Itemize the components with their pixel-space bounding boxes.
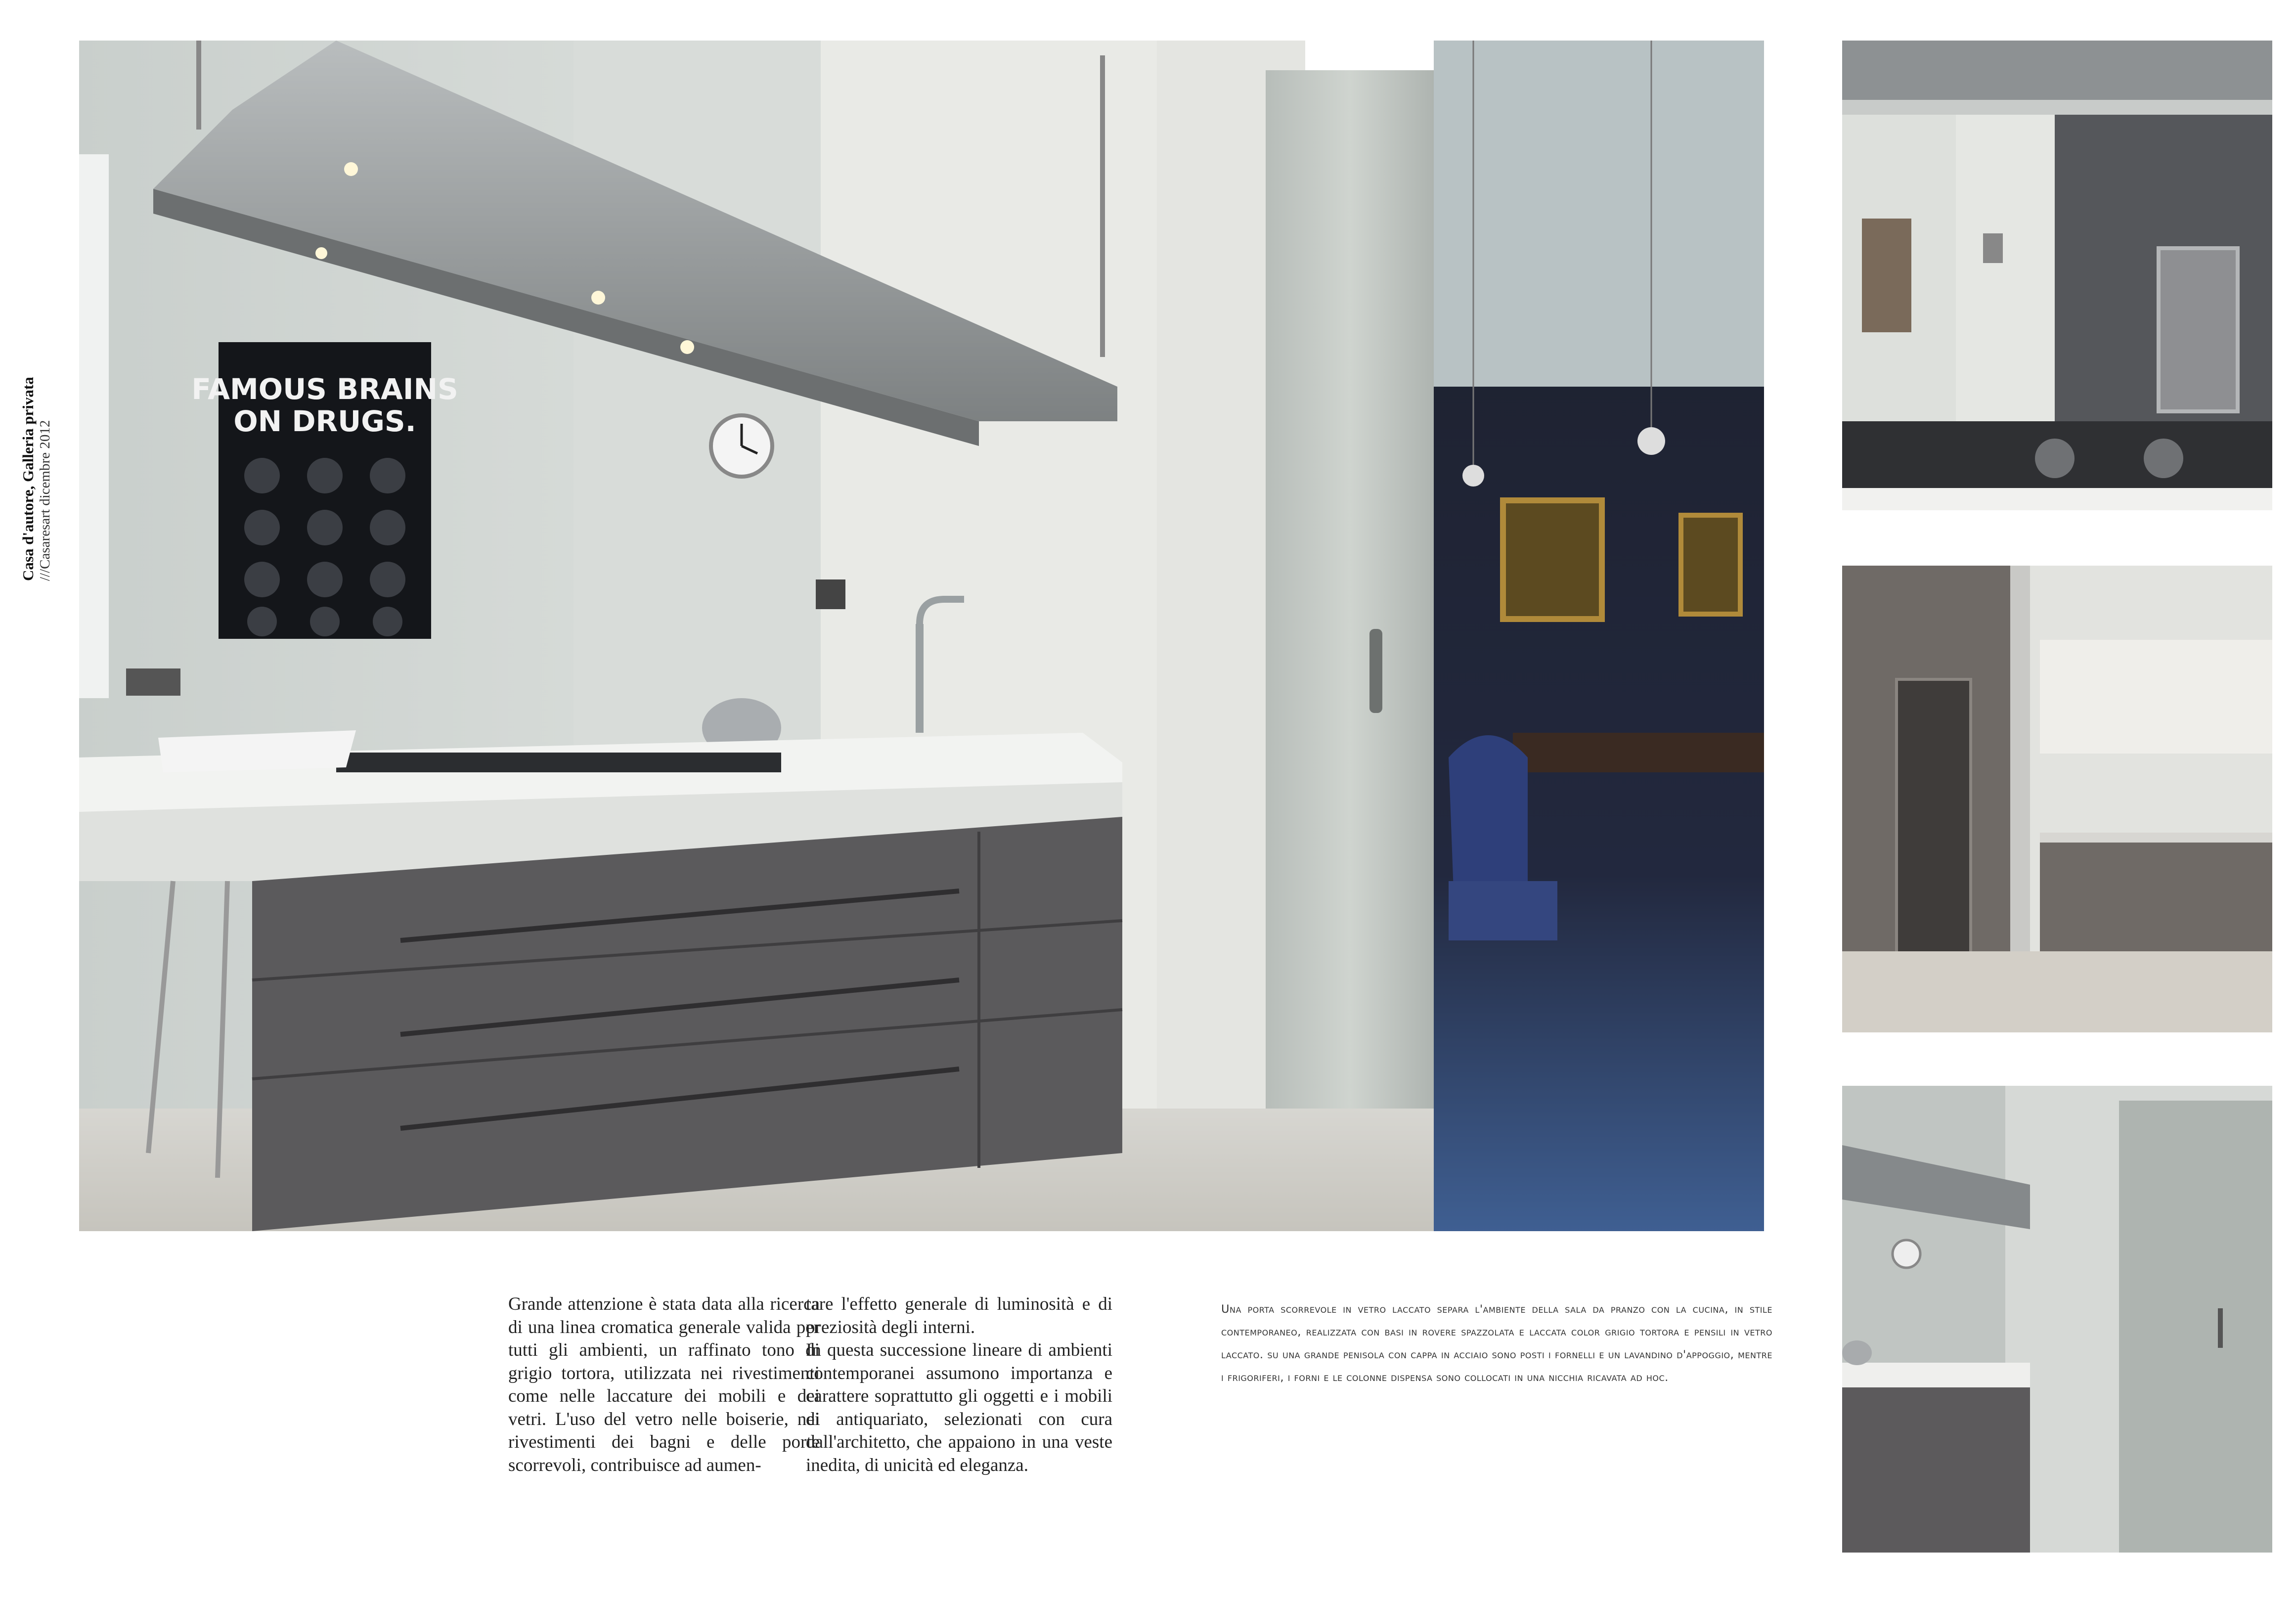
poster-line-1: FAMOUS BRAINS <box>191 372 458 406</box>
kitchen-detail-photo-2 <box>1842 566 2272 1032</box>
paragraph-middle-2: In questa successione lineare di ambienti contemporanei assumono importanza e carattere soprattutto gli oggetti e i mobili di antiquariato, selezionati con cura dall'architetto, che appaiono in una veste inedita, di unicità ed eleganza. <box>806 1340 1112 1475</box>
article-column-middle <box>806 1293 1112 1477</box>
caption-title: Casa d'autore, Galleria privata <box>19 377 37 581</box>
photo-caption-text: Una porta scorrevole in vetro laccato separa l'ambiente della sala da pranzo con la cucina, in stile contemporaneo, realizzata con basi in rovere spazzolata e laccata color grigio tortora e pensili in vetro laccato. su una grande penisola con cappa in acciaio sono posti i fornelli e un lavandino d'appoggio, mentre i frigoriferi, i forni e le colonne dispensa sono collocati in una nicchia ricavata ad hoc. <box>1221 1303 1772 1384</box>
paragraph-left: Grande attenzione è stata data alla ricerca di una linea cromatica generale valida per tutti gli ambienti, un raffinato tono di grigio tortora, utilizzata nei rivestimenti come nelle laccature dei mobili e dei vetri. L'uso del vetro nelle boiserie, nei rivestimenti dei bagni e delle porte scorrevoli, contribuisce ad aumen- <box>508 1294 820 1475</box>
caption-subtitle: ///Casaresart dicembre 2012 <box>37 420 53 581</box>
kitchen-detail-photo-3 <box>1842 1086 2272 1553</box>
article-column-left <box>508 1293 820 1477</box>
poster-line-2: ON DRUGS. <box>233 404 416 438</box>
paragraph-middle-1: tare l'effetto generale di luminosità e di preziosità degli interni. <box>806 1294 1112 1337</box>
main-kitchen-photo <box>79 41 1764 1231</box>
kitchen-detail-photo-1 <box>1842 41 2272 510</box>
vertical-caption <box>19 284 53 581</box>
